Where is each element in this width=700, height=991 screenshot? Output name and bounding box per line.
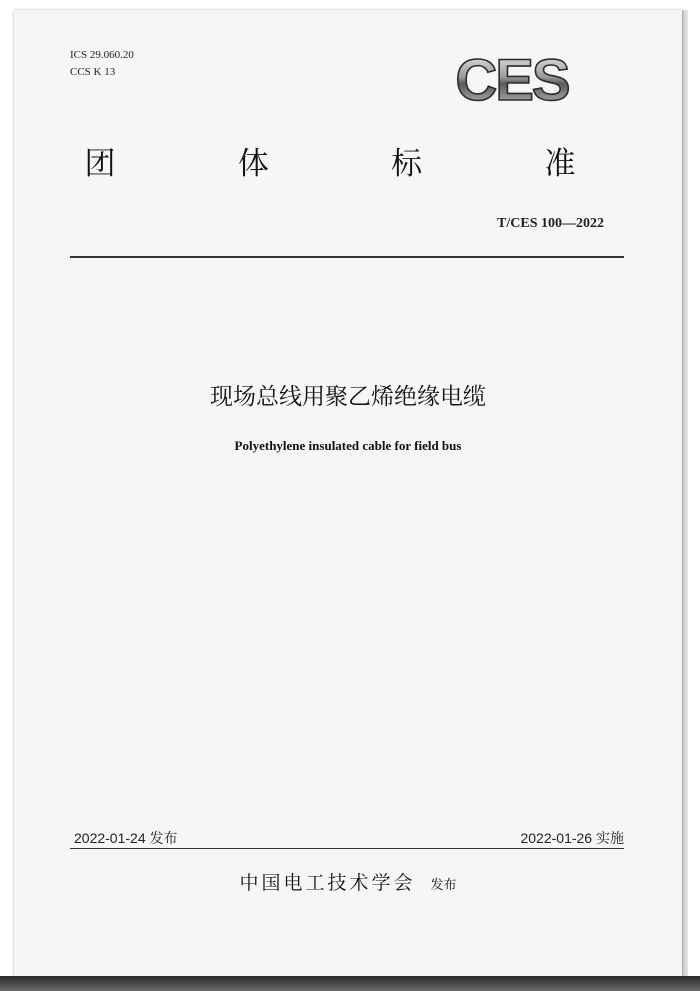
title-chinese: 现场总线用聚乙烯绝缘电缆 — [210, 384, 486, 410]
page-bottom-edge — [0, 976, 700, 991]
publisher-organization: 中国电工技术学会 — [239, 872, 416, 894]
ics-code: ICS 29.060.20 — [70, 49, 134, 61]
publisher — [14, 868, 682, 895]
standard-type-char: 准 — [544, 146, 576, 182]
standard-type-char: 团 — [84, 146, 116, 182]
publisher-action: 发布 — [430, 878, 457, 893]
classification-codes — [70, 47, 134, 81]
standard-type — [70, 138, 590, 183]
header-divider — [70, 256, 624, 258]
title-english: Polyethylene insulated cable for field bus — [234, 438, 462, 453]
logo-text: CES — [455, 50, 569, 110]
footer-divider — [70, 848, 624, 849]
implementation-date: 2022-01-26 实施 — [520, 830, 624, 846]
standard-type-char: 标 — [391, 146, 423, 182]
standard-type-char: 体 — [237, 146, 269, 182]
ccs-code: CCS K 13 — [70, 66, 116, 78]
ces-logo — [432, 50, 592, 110]
standard-number: T/CES 100—2022 — [497, 216, 604, 231]
issue-date: 2022-01-24 发布 — [74, 830, 178, 846]
document-page — [14, 10, 682, 976]
